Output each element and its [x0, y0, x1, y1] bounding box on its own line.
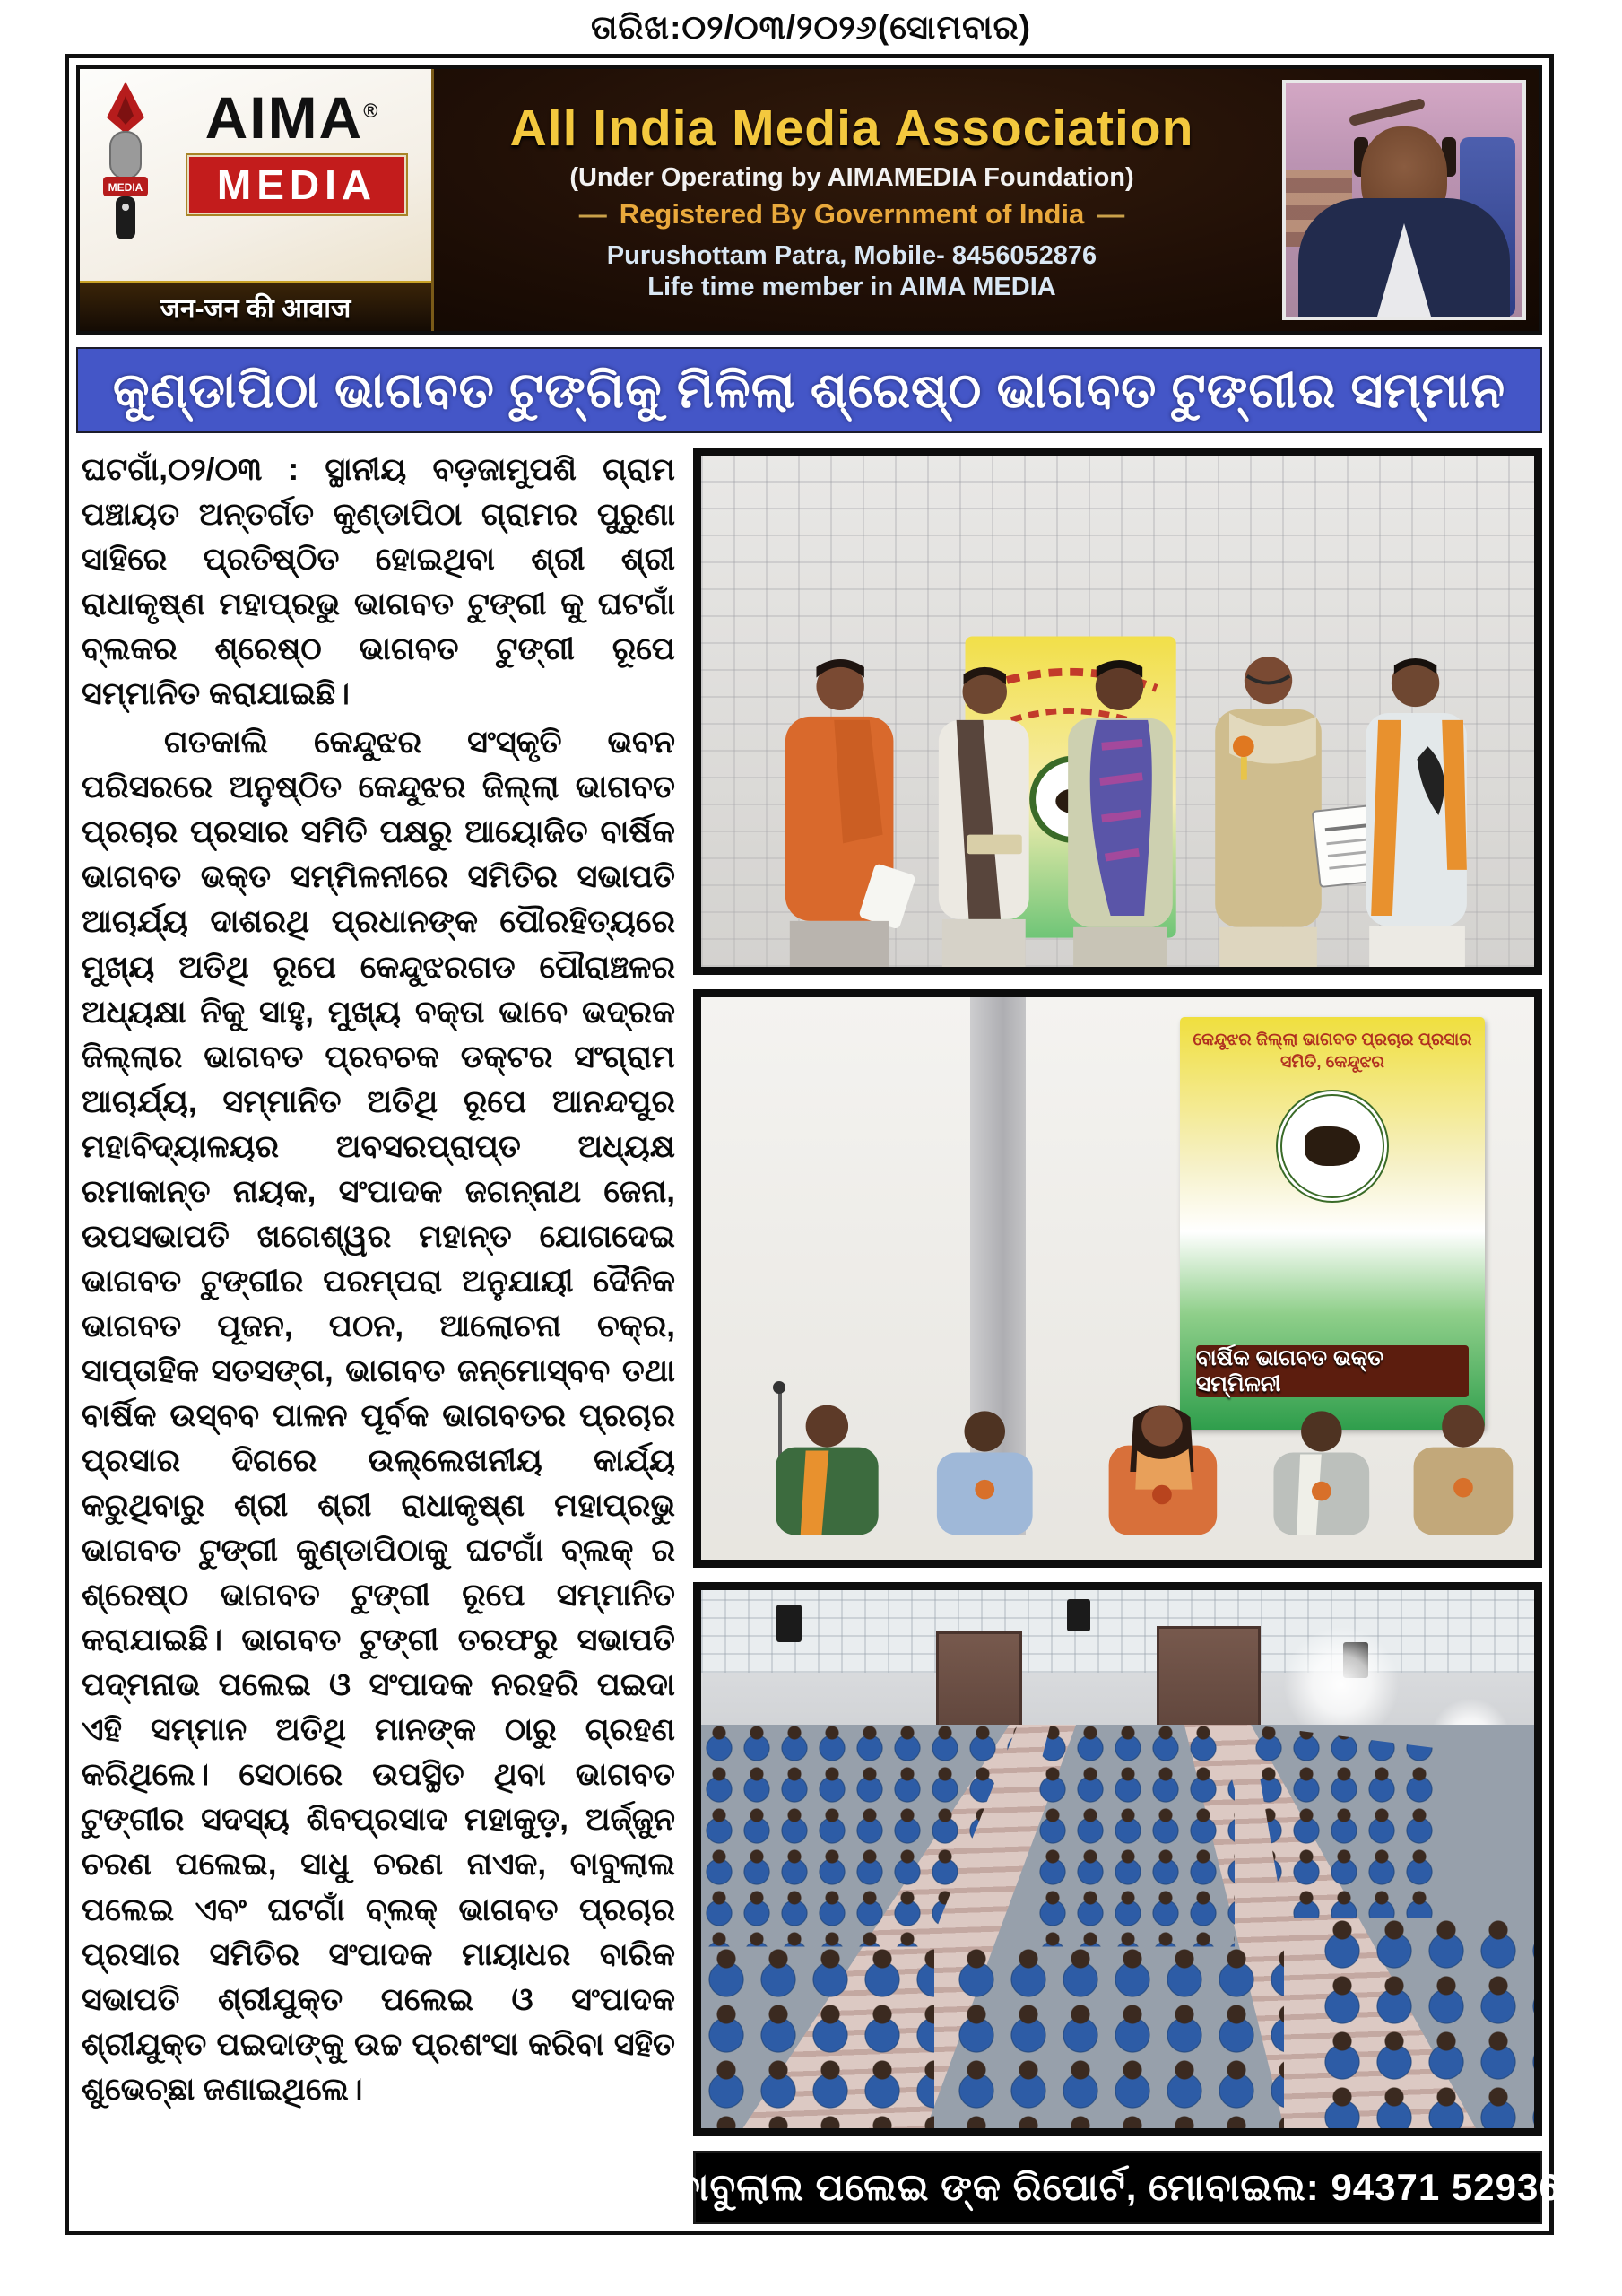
audience-block-center-front [951, 1947, 1285, 2129]
media-label: MEDIA [189, 157, 404, 213]
registered-mark: ® [363, 100, 380, 122]
hall-upper-tiles [701, 1590, 1534, 1673]
org-name: All India Media Association [509, 99, 1194, 157]
seating-area [701, 1725, 1534, 2128]
article-text-column [76, 448, 679, 2223]
article-dateline: ଘଟଗାଁ,୦୨/୦୩ : [82, 452, 299, 487]
membership-line: Life time member in AIMA MEDIA [647, 272, 1056, 301]
aima-logo-panel [80, 69, 434, 331]
article-body [76, 448, 1561, 2223]
registered-line: — Registered By Government of India — [578, 197, 1125, 230]
audience-block-left-front [701, 1947, 934, 2129]
pen-mic-icon [92, 80, 159, 248]
ceiling-fan [1349, 98, 1426, 126]
date-line: ତାରିଖ:୦୨/୦୩/୨୦୨୬(ସୋମବାର) [590, 9, 1032, 46]
photo-dais-dignitaries [693, 989, 1542, 1568]
reporter-credit-text: ବାବୁଲାଲ ପଲେଇ ଙ୍କ ରିପୋର୍ଟ, ମୋବାଇଲ: 94371 52936 [674, 2165, 1561, 2208]
pen-mic-media-tag: MEDIA [108, 181, 143, 194]
banner-arc-text: କେନ୍ଦୁଝର ଜିଲ୍ଲା ଭାଗବତ ପ୍ରଚାର ପ୍ରସାର ସମିତି, କେନ୍ଦୁଝର [1193, 1031, 1472, 1072]
headline-text: କୁଣ୍ଡାପିଠା ଭାଗବତ ଟୁଙ୍ଗିକୁ ମିଳିଲା ଶ୍ରେଷ୍ଠ ଭାଗବତ ଟୁଙ୍ଗୀର ସମ୍ମାନ [112, 361, 1506, 418]
article-paragraph-2: ଗତକାଲି କେନ୍ଦୁଝର ସଂସ୍କୃତି ଭବନ ପରିସରରେ ଅନୁଷ୍ଠିତ କେନ୍ଦୁଝର ଜିଲ୍ଲା ଭାଗବତ ପ୍ରଚାର ପ୍ରସାର ସମିତି ପକ୍ଷରୁ ଆୟୋଜିତ ବାର୍ଷିକ ଭାଗବତ ଭକ୍ତ ସମ୍ମିଳନୀରେ ସମିତିର ସଭାପତି ଆଚାର୍ଯ୍ୟ ଦାଶରଥି ପ୍ରଧାନଙ୍କ ପୌରହିତ୍ୟରେ ମୁଖ୍ୟ ଅତିଥି ରୂପେ କେନ୍ଦୁଝରଗଡ ପୌରାଞ୍ଚଳର ଅଧ୍ୟକ୍ଷା ନିକୁ ସାହୁ, ମୁଖ୍ୟ ବକ୍ତା ଭାବେ ଭଦ୍ରକ ଜିଲ୍ଲାର ଭାଗବତ ପ୍ରବଚକ ଡକ୍ଟର ସଂଗ୍ରାମ ଆଚାର୍ଯ୍ୟ, ସମ୍ମାନିତ ଅତିଥି ରୂପେ ଆନନ୍ଦପୁର ମହାବିଦ୍ୟାଳୟର ଅବସରପ୍ରାପ୍ତ ଅଧ୍ୟକ୍ଷ ରମାକାନ୍ତ ନାୟକ, ସଂପାଦକ ଜଗନ୍ନାଥ ଜେନା, ଉପସଭାପତି ଖଗେଶ୍ୱର ମହାନ୍ତ ଯୋଗଦେଇ ଭାଗବତ ଟୁଙ୍ଗୀର ପରମ୍ପରା ଅନୁଯାୟୀ ଦୈନିକ ଭାଗବତ ପୂଜନ, ପଠନ, ଆଲୋଚନା ଚକ୍ର, ସାପ୍ତାହିକ ସତସଙ୍ଗ, ଭାଗବତ ଜନ୍ମୋସ୍ବବ ତଥା ବାର୍ଷିକ ଉସ୍ବବ ପାଳନ ପୂର୍ବକ ଭାଗବତର ପ୍ରଚାର ପ୍ରସାର ଦିଗରେ ଉଲ୍ଲେଖନୀୟ କାର୍ଯ୍ୟ କରୁଥିବାରୁ ଶ୍ରୀ ଶ୍ରୀ ରାଧାକୃଷ୍ଣ ମହାପ୍ରଭୁ ଭାଗବତ ଟୁଙ୍ଗୀ କୁଣ୍ଡାପିଠାକୁ ଘଟଗାଁ ବ୍ଲକ୍ ର ଶ୍ରେଷ୍ଠ ଭାଗବତ ଟୁଙ୍ଗୀ ରୂପେ ସମ୍ମାନିତ କରାଯାଇଛି। ଭାଗବତ ଟୁଙ୍ଗୀ ତରଫରୁ ସଭାପତି ପଦ୍ମନାଭ ପଲେଇ ଓ ସଂପାଦକ ନରହରି ପଇଦା ଏହି ସମ୍ମାନ ଅତିଥି ମାନଙ୍କ ଠାରୁ ଗ୍ରହଣ କରିଥିଲେ। ସେଠାରେ ଉପସ୍ଥିତ ଥିବା ଭାଗବତ ଟୁଙ୍ଗୀର ସଦସ୍ୟ ଶିବପ୍ରସାଦ ମହାକୁଡ଼, ଅର୍ଜ୍ଜୁନ ଚରଣ ପଲେଇ, ସାଧୁ ଚରଣ ନାଏକ, ବାବୁଲାଲ ପଲେଇ ଏବଂ ଘଟଗାଁ ବ୍ଲକ୍ ଭାଗବତ ପ୍ରଚାର ପ୍ରସାର ସମିତିର ସଂପାଦକ ମାୟାଧର ବାରିକ ସଭାପତି ଶ୍ରୀଯୁକ୍ତ ପଲେଇ ଓ ସଂପାଦକ ଶ୍ରୀଯୁକ୍ତ ପଇଦାଙ୍କୁ ଉଚ୍ଚ ପ୍ରଶଂସା କରିବା ସହିତ ଶୁଭେଚ୍ଛା ଜଣାଇଥିଲେ। [82, 725, 675, 2107]
wall-speaker [776, 1605, 802, 1642]
article-paragraph-1: ଘଟଗାଁ,୦୨/୦୩ : ସ୍ଥାନୀୟ ବଡ଼ଜାମୁପଶି ଗ୍ରାମ ପଞ୍ଚାୟତ ଅନ୍ତର୍ଗତ କୁଣ୍ଡାପିଠା ଗ୍ରାମର ପୁରୁଣା ସାହିରେ ପ୍ରତିଷ୍ଠିତ ହୋଇଥିବା ଶ୍ରୀ ଶ୍ରୀ ରାଧାକୃଷ୍ଣ ମହାପ୍ରଭୁ ଭାଗବତ ଟୁଙ୍ଗୀ କୁ ଘଟଗାଁ ବ୍ଲକର ଶ୍ରେଷ୍ଠ ଭାଗବତ ଟୁଙ୍ଗୀ ରୂପେ ସମ୍ମାନିତ କରାଯାଇଛି। [82, 452, 675, 712]
header-banner [76, 65, 1542, 335]
member-contact-line: Purushottam Patra, Mobile- 8456052876 [606, 240, 1097, 270]
audience-block-right-front [1317, 1918, 1534, 2128]
dais-figures [701, 997, 1534, 1560]
aima-logo [80, 69, 431, 281]
aima-brand-text: AIMA® [204, 84, 380, 151]
member-portrait-photo [1282, 80, 1526, 320]
photo-column [674, 448, 1561, 2223]
operating-line: (Under Operating by AIMAMEDIA Foundation) [569, 162, 1134, 192]
stage-figures [701, 456, 1534, 967]
headline-bar [76, 347, 1542, 433]
reporter-credit-bar [674, 2151, 1561, 2224]
wall-speaker [1067, 1599, 1090, 1631]
member-contact-block [607, 241, 1097, 302]
photo-award-presentation [693, 448, 1542, 975]
org-text-block [434, 69, 1270, 331]
banner-strip-text: ବାର୍ଷିକ ଭାଗବତ ଭକ୍ତ ସମ୍ମିଳନୀ [1196, 1345, 1469, 1397]
photo-audience-hall [693, 1582, 1542, 2136]
hindi-tagline: जन-जन की आवाज [80, 281, 431, 331]
header-banner-right [434, 69, 1539, 331]
audience-block-center [1035, 1725, 1235, 1947]
page-frame [65, 54, 1561, 2235]
hall-back-wall [701, 1590, 1534, 1747]
